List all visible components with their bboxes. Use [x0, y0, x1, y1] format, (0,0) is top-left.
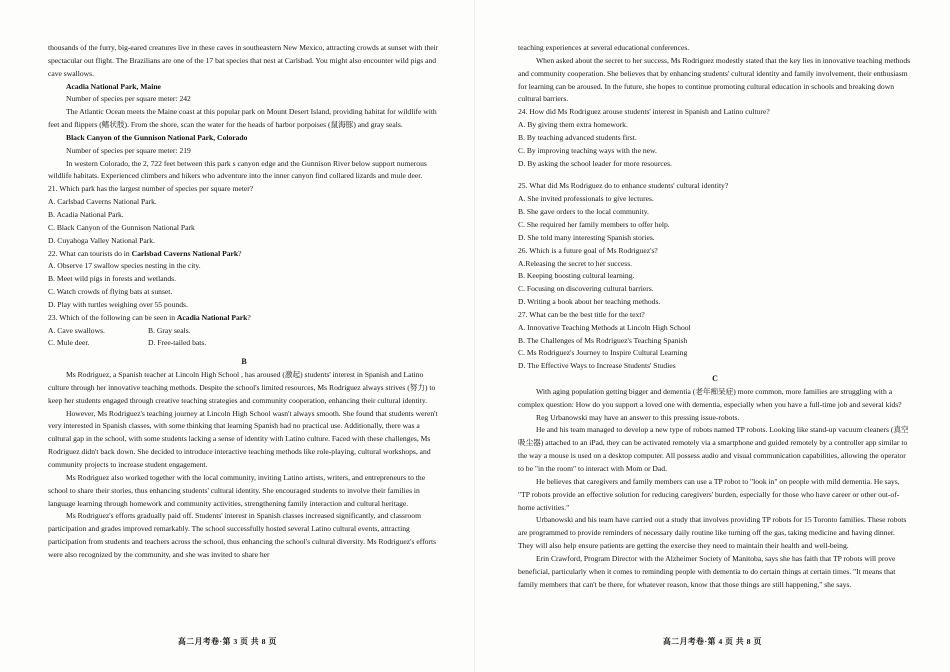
- section-c-label: C: [712, 374, 718, 384]
- option-b: B. By teaching advanced students first.: [518, 132, 637, 142]
- option-d: D. Writing a book about her teaching methods.: [518, 297, 661, 307]
- black-canyon-species-count: Number of species per square meter: 219: [66, 145, 191, 155]
- acadia-species-count: Number of species per square meter: 242: [66, 94, 191, 104]
- acadia-description: The Atlantic Ocean meets the Maine coast at this popular park on Mount Desert Island, providing habitat for wildlife with feet and flippers (鳍状肢). From the shore, scan the water for the heads of harbor porpoises (鼠海豚) and gray seals.: [48, 107, 437, 130]
- question-stem: 27. What can be the best title for the text?: [518, 309, 645, 319]
- passage-b-paragraph-4: Ms Rodriguez's efforts gradually paid off. Students' interest in Spanish classes increased significantly, and classroom participation and grades improved remarkably. The school successfully hosted several Latino cultural events, attracting participation from students and teachers across the school, thus enhancing the school's cultural diversity. Ms Rodriguez's efforts were also recognized by the community, and she was invited to share her: [48, 511, 437, 559]
- option-a: A. She invited professionals to give lectures.: [518, 194, 654, 204]
- option-c: C. Focusing on discovering cultural barriers.: [518, 284, 654, 294]
- passage-b-paragraph-1: Ms Rodriguez, a Spanish teacher at Lincoln High School , has aroused (激起) students' interest in Spanish and Latino culture through her innovative teaching methods. Despite the school's limited resources, Ms Rodriguez always strives (努力) to keep her students engaged through creative teaching strategies and community cooperation, enhancing their cultural identity.: [48, 370, 436, 405]
- question-stem: 24. How did Ms Rodriguez arouse students' interest in Spanish and Latino culture?: [518, 107, 770, 117]
- option-a: A. Innovative Teaching Methods at Lincoln High School: [518, 322, 691, 332]
- question-25: [518, 180, 912, 244]
- right-page: [518, 42, 912, 591]
- page-footer-right: 高二月考卷·第 4 页 共 8 页: [663, 637, 762, 646]
- page-footer-left: 高二月考卷·第 3 页 共 8 页: [178, 637, 277, 646]
- option-d: D. The Effective Ways to Increase Students' Studies: [518, 361, 676, 371]
- passage-c-paragraph-5: Urbanowski and his team have carried out a study that involves providing TP robots for 15 Toronto families. These robots are programmed to provide reminders of necessary daily routine like turning off the gas, taking medicine and having dinner. They will also help ensure patients are getting the exercise they need to maintain their health and well-being.: [518, 515, 907, 551]
- passage-c-paragraph-4: He believes that caregivers and family members can use a TP robot to "look in" on people with mild dementia. He says, "TP robots provide an effective solution for reducing caregivers' burden, especially for those who have career or other out-of-home activities.": [518, 476, 900, 512]
- option-a: A. By giving them extra homework.: [518, 120, 628, 130]
- question-27: [518, 309, 912, 373]
- question-22: [48, 248, 440, 312]
- page-fold-divider: [474, 0, 475, 672]
- carlsbad-passage-tail: thousands of the furry, big-eared creatures live in these caves in southeastern New Mexico, attracting crowds at sunset with their spectacular out flight. The Brazilians are one of the 17 bat species that nest at Carlsbad. You might also encounter wild pigs and cave swallows.: [48, 43, 439, 78]
- passage-b-paragraph-3: Ms Rodriguez also worked together with the local community, inviting Latino artists, writers, and entrepreneurs to the school to share their stories, thus enhancing students' cultural identity. She encouraged students to involve their families in language learning through homework and community activities, strengthening family interaction and cultural heritage.: [48, 472, 426, 508]
- question-stem: 22. What can tourists do in Carlsbad Caverns National Park?: [48, 248, 242, 258]
- option-c: C. By improving teaching ways with the new.: [518, 145, 657, 155]
- question-stem: 23. Which of the following can be seen in Acadia National Park?: [48, 312, 251, 322]
- options-row-2: [48, 337, 440, 350]
- option-b: B. Keeping boosting cultural learning.: [518, 271, 635, 281]
- passage-c-paragraph-3: He and his team managed to develop a new type of robots named TP robots. Looking like stand-up vacuum cleaners (真空吸尘器) attached to an iPad, they can be activated remotely via a smartphone and guided remotely by a controller app similar to the way a mouse is used on a desktop computer. All possess audio and visual communication capabilities, allowing the operator to be "in the room" to interact with Mom or Dad.: [518, 425, 909, 473]
- option-d: D. Free-tailed bats.: [148, 338, 207, 348]
- option-d: D. By asking the school leader for more resources.: [518, 158, 672, 168]
- acadia-heading: Acadia National Park, Maine: [66, 81, 161, 91]
- passage-c-paragraph-2: Reg Urbanowski may have an answer to this pressing issue-robots.: [536, 412, 740, 422]
- black-canyon-heading: Black Canyon of the Gunnison National Park, Colorado: [66, 132, 248, 142]
- question-stem: 26. Which is a future goal of Ms Rodriguez's?: [518, 245, 658, 255]
- option-b: B. She gave orders to the local community.: [518, 207, 649, 217]
- option-b: B. Meet wild pigs in forests and wetlands.: [48, 274, 177, 284]
- left-page: [48, 42, 440, 562]
- option-d: D. She told many interesting Spanish stories.: [518, 232, 655, 242]
- option-a: A. Cave swallows.: [48, 325, 105, 335]
- question-21: [48, 183, 440, 247]
- question-stem: 25. What did Ms Rodriguez do to enhance students' cultural identity?: [518, 181, 729, 191]
- question-26: [518, 245, 912, 309]
- option-c: C. Watch crowds of flying bats at sunset.: [48, 287, 173, 297]
- option-c: C. Black Canyon of the Gunnison National Park: [48, 222, 195, 232]
- option-b: B. Gray seals.: [148, 325, 191, 335]
- option-b: B. The Challenges of Ms Rodriguez's Teaching Spanish: [518, 335, 688, 345]
- option-c: C. Mule deer.: [48, 338, 90, 348]
- option-d: D. Cuyahoga Valley National Park.: [48, 235, 155, 245]
- question-stem: 21. Which park has the largest number of species per square meter?: [48, 184, 254, 194]
- passage-b-paragraph-5: When asked about the secret to her success, Ms Rodriguez modestly stated that the key lies in innovative teaching methods and community cooperation. She believes that by enhancing students' cultural identity and family involvement, their enthusiasm for learning can be aroused. In the future, she hopes to continue promoting cultural education in schools and breaking down cultural barriers.: [518, 55, 911, 104]
- option-c: C. Ms Rodriguez's Journey to Inspire Cultural Learning: [518, 348, 688, 358]
- passage-b-paragraph-4-tail: teaching experiences at several educational conferences.: [518, 43, 690, 52]
- black-canyon-description: In western Colorado, the 2, 722 feet between this park s canyon edge and the Gunnison River below support numerous wildlife habitats. Experienced climbers and hikers who adventure into the inner canyon find collared lizards and mule deer.: [48, 158, 427, 181]
- option-c: C. She required her family members to offer help.: [518, 219, 670, 229]
- options-row-1: [48, 325, 440, 338]
- passage-c-paragraph-6: Erin Crawford, Program Director with the Alzheimer Society of Manitoba, says she has faith that TP robots will prove beneficial, particularly when it comes to reminding people with dementia to do certain things at certain times. "It means that family members that can't be there, for whatever reason, know that those things are still happening," she says.: [518, 553, 896, 589]
- question-24: [518, 106, 912, 170]
- section-b-label: B: [241, 357, 247, 367]
- option-a: A. Observe 17 swallow species nesting in the city.: [48, 261, 201, 271]
- option-d: D. Play with turtles weighing over 55 pounds.: [48, 299, 188, 309]
- option-a: A.Releasing the secret to her success.: [518, 258, 633, 268]
- passage-b-paragraph-2: However, Ms Rodriguez's teaching journey at Lincoln High School wasn't always smooth. She found that students weren't very interested in Spanish classes, with some thinking that learning Spanish had no practical use. Additionally, there was a cultural gap in the school, with some students lacking a sense of identity with Latino culture. Faced with these challenges, Ms Rodriguez didn't back down. She decided to introduce interactive teaching methods like role-playing, cultural workshops, and community projects to increase student engagement.: [48, 408, 438, 469]
- question-23: [48, 312, 440, 351]
- option-a: A. Carlsbad Caverns National Park.: [48, 197, 157, 207]
- option-b: B. Acadia National Park.: [48, 209, 124, 219]
- passage-c-paragraph-1: With aging population getting bigger and dementia (老年痴呆症) more common, more families are struggling with a complex question: How do you support a loved one with dementia, especially when you have a full-time job and several kids?: [518, 386, 902, 409]
